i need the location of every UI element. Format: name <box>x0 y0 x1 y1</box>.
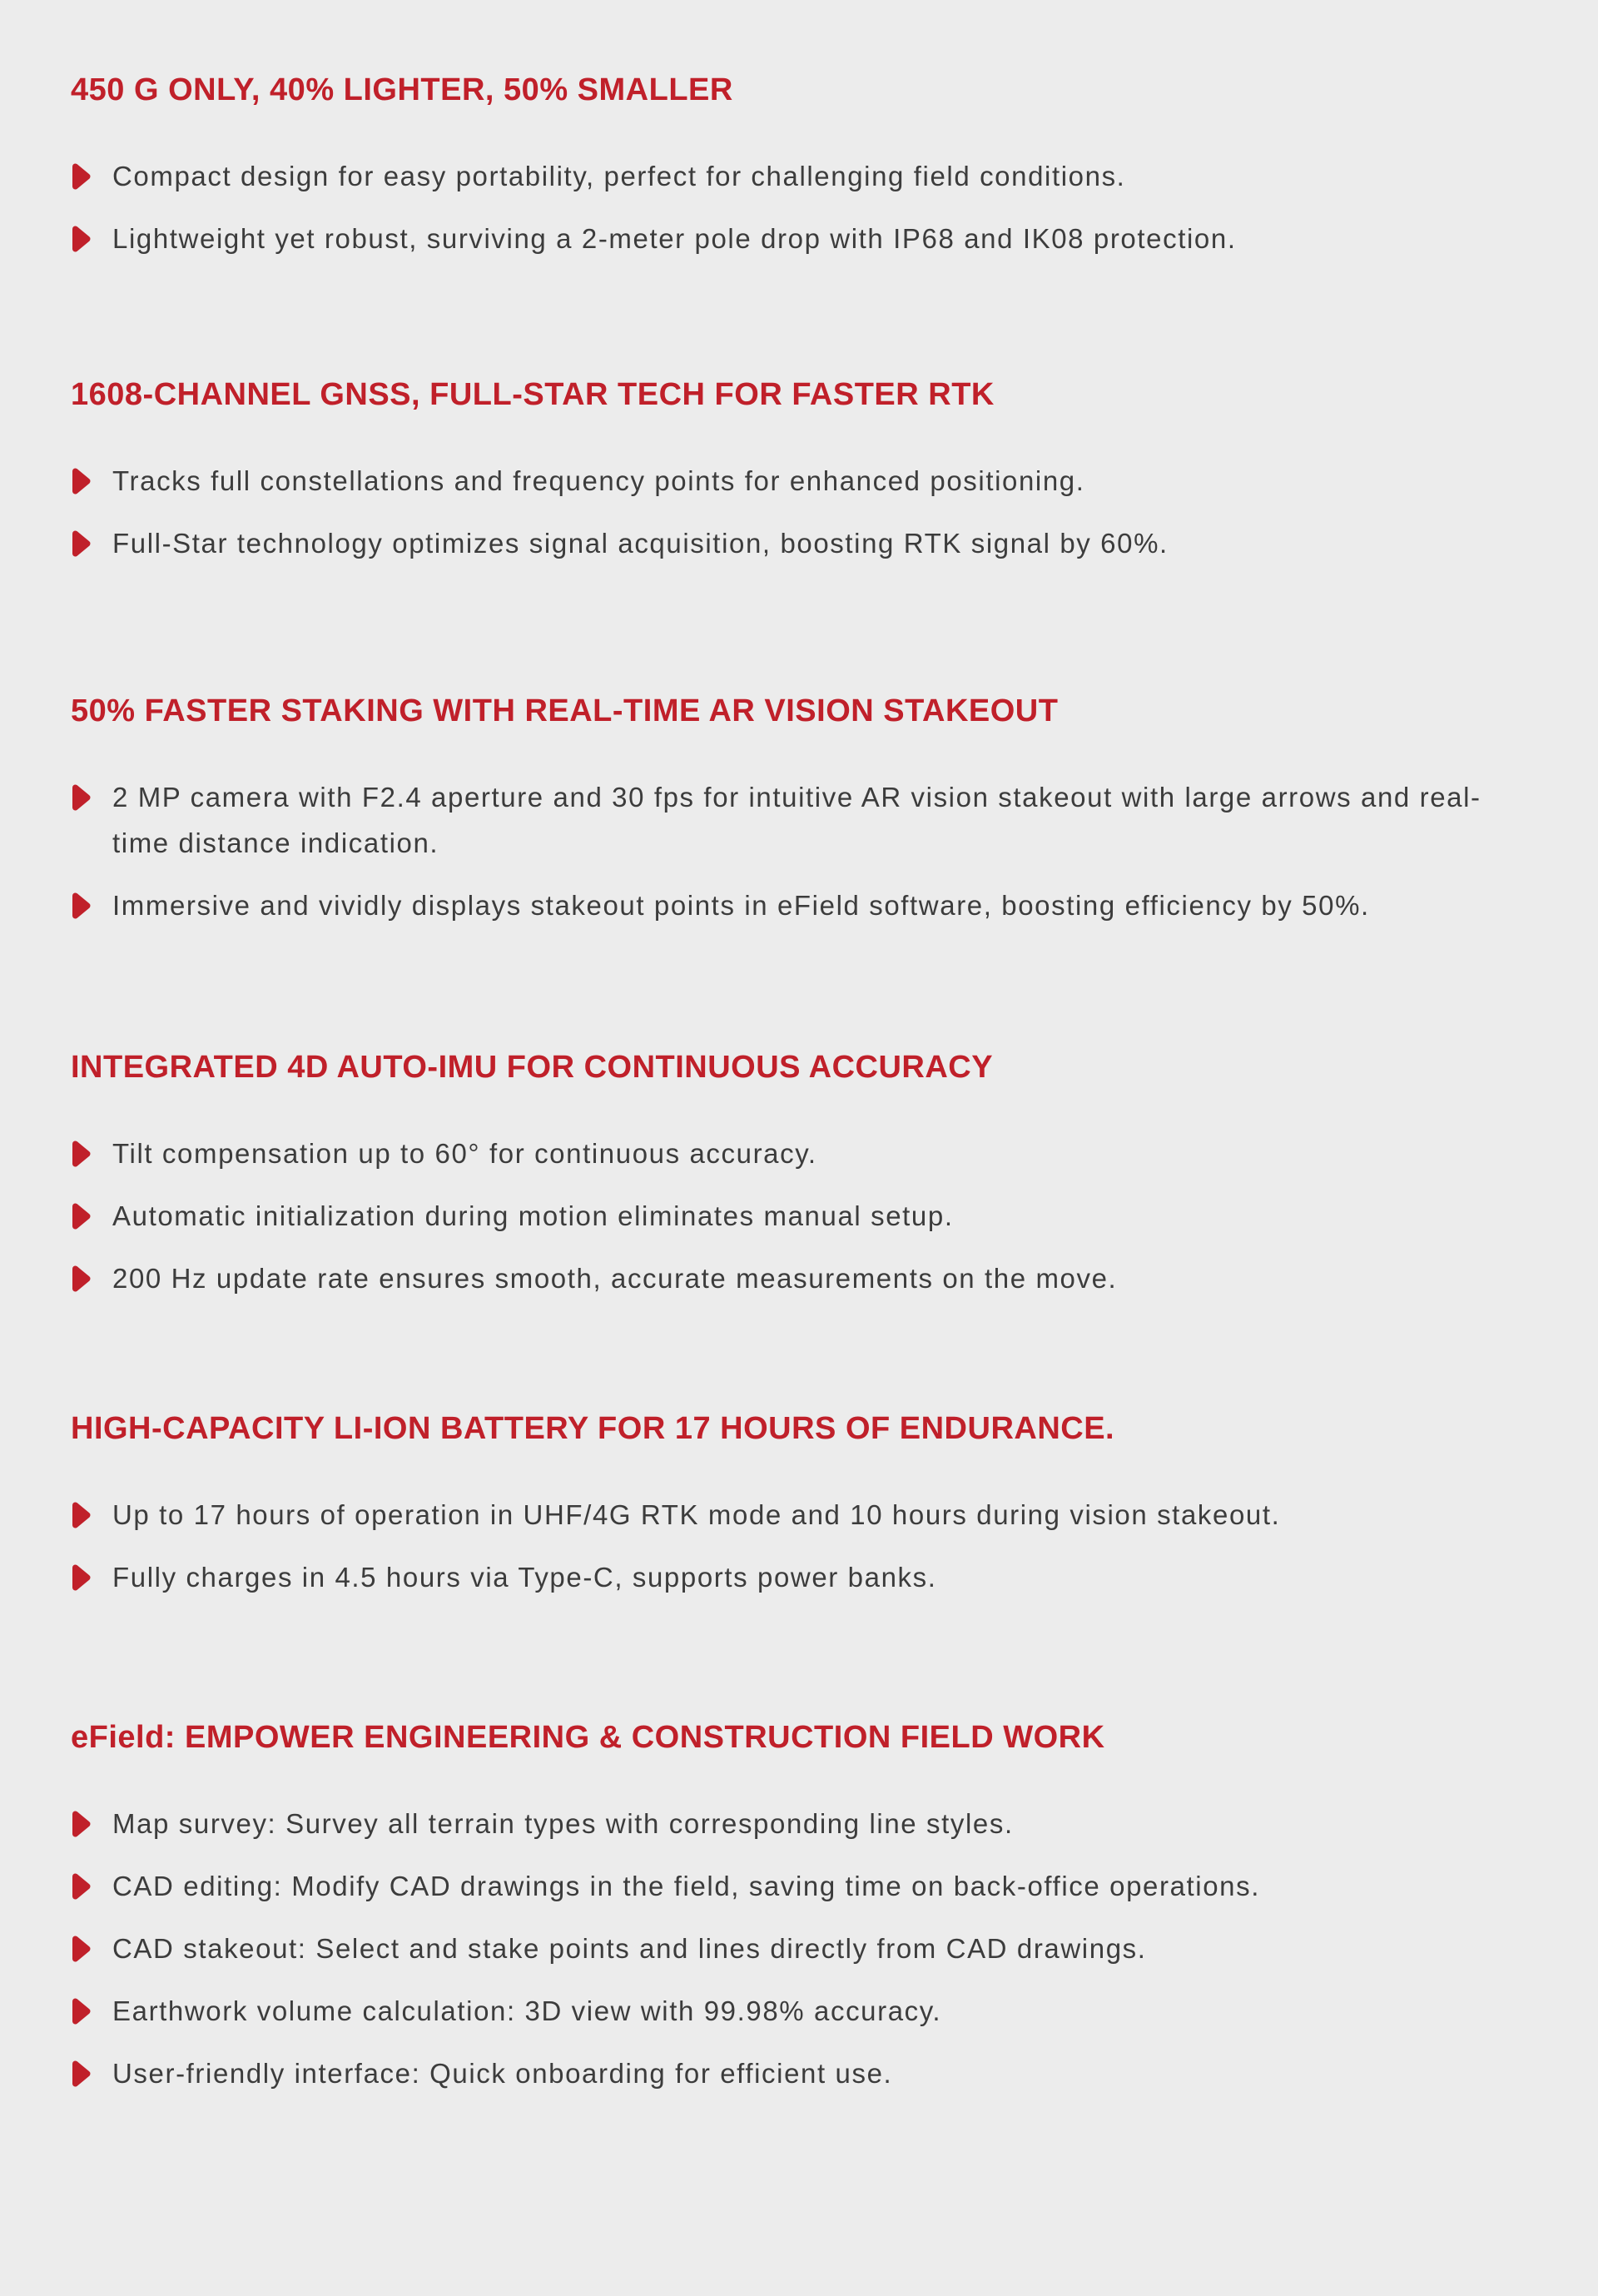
section-imu <box>71 1048 1527 1301</box>
bullet-text: Tracks full constellations and frequency points for enhanced positioning. <box>112 465 1085 496</box>
bullet-text: CAD editing: Modify CAD drawings in the field, saving time on back-office operations. <box>112 1871 1260 1901</box>
list-item <box>71 1863 1527 1909</box>
section-gnss <box>71 375 1527 566</box>
triangle-right-icon <box>71 1934 92 1964</box>
list-item <box>71 1131 1527 1176</box>
bullet-text: Map survey: Survey all terrain types with corresponding line styles. <box>112 1808 1014 1839</box>
bullet-text: CAD stakeout: Select and stake points and lines directly from CAD drawings. <box>112 1933 1147 1964</box>
bullet-text: Earthwork volume calculation: 3D view with 99.98% accuracy. <box>112 1995 942 2026</box>
bullet-text: Tilt compensation up to 60° for continuous accuracy. <box>112 1138 817 1169</box>
bullet-list <box>71 1801 1527 2096</box>
bullet-list <box>71 1492 1527 1600</box>
list-item <box>71 520 1527 566</box>
list-item <box>71 1492 1527 1538</box>
bullet-text: Fully charges in 4.5 hours via Type-C, supports power banks. <box>112 1562 937 1593</box>
triangle-right-icon <box>71 1996 92 2026</box>
triangle-right-icon <box>71 2059 92 2089</box>
bullet-text: Lightweight yet robust, surviving a 2-meter pole drop with IP68 and IK08 protection. <box>112 223 1237 254</box>
list-item <box>71 1554 1527 1600</box>
triangle-right-icon <box>71 1264 92 1294</box>
bullet-text: Full-Star technology optimizes signal acquisition, boosting RTK signal by 60%. <box>112 528 1169 559</box>
bullet-text: 200 Hz update rate ensures smooth, accurate measurements on the move. <box>112 1263 1118 1294</box>
triangle-right-icon <box>71 1871 92 1901</box>
section-heading: INTEGRATED 4D AUTO-IMU FOR CONTINUOUS ACCURACY <box>71 1050 994 1085</box>
bullet-list <box>71 153 1527 261</box>
list-item <box>71 1193 1527 1239</box>
list-item <box>71 2050 1527 2096</box>
triangle-right-icon <box>71 1809 92 1839</box>
section-battery <box>71 1409 1527 1600</box>
section-heading: 50% FASTER STAKING WITH REAL-TIME AR VISION STAKEOUT <box>71 693 1059 728</box>
bullet-text: User-friendly interface: Quick onboarding for efficient use. <box>112 2058 893 2089</box>
section-heading: 1608-CHANNEL GNSS, FULL-STAR TECH FOR FASTER RTK <box>71 377 995 412</box>
triangle-right-icon <box>71 783 92 813</box>
list-item <box>71 1255 1527 1301</box>
list-item <box>71 1988 1527 2034</box>
triangle-right-icon <box>71 224 92 254</box>
bullet-list <box>71 774 1527 928</box>
triangle-right-icon <box>71 1563 92 1593</box>
bullet-list <box>71 1131 1527 1301</box>
triangle-right-icon <box>71 1500 92 1530</box>
triangle-right-icon <box>71 1201 92 1231</box>
bullet-text: 2 MP camera with F2.4 aperture and 30 fps for intuitive AR vision stakeout with large arrows and real-time distance indication. <box>112 782 1481 858</box>
triangle-right-icon <box>71 466 92 496</box>
triangle-right-icon <box>71 1139 92 1169</box>
bullet-text: Immersive and vividly displays stakeout points in eField software, boosting efficiency by 50%. <box>112 890 1370 921</box>
bullet-list <box>71 458 1527 566</box>
bullet-text: Compact design for easy portability, perfect for challenging field conditions. <box>112 161 1126 191</box>
list-item <box>71 774 1527 866</box>
triangle-right-icon <box>71 162 92 191</box>
section-heading: eField: EMPOWER ENGINEERING & CONSTRUCTION FIELD WORK <box>71 1720 1105 1755</box>
list-item <box>71 1926 1527 1971</box>
bullet-text: Automatic initialization during motion eliminates manual setup. <box>112 1200 954 1231</box>
list-item <box>71 882 1527 928</box>
triangle-right-icon <box>71 529 92 559</box>
section-heading: HIGH-CAPACITY LI-ION BATTERY FOR 17 HOURS OF ENDURANCE. <box>71 1411 1115 1446</box>
list-item <box>71 1801 1527 1846</box>
triangle-right-icon <box>71 891 92 921</box>
section-weight <box>71 71 1527 261</box>
bullet-text: Up to 17 hours of operation in UHF/4G RTK mode and 10 hours during vision stakeout. <box>112 1499 1281 1530</box>
list-item <box>71 458 1527 504</box>
list-item <box>71 216 1527 261</box>
section-efield <box>71 1718 1527 2096</box>
list-item <box>71 153 1527 199</box>
section-ar-stakeout <box>71 692 1527 928</box>
section-heading: 450 G ONLY, 40% LIGHTER, 50% SMALLER <box>71 72 733 107</box>
